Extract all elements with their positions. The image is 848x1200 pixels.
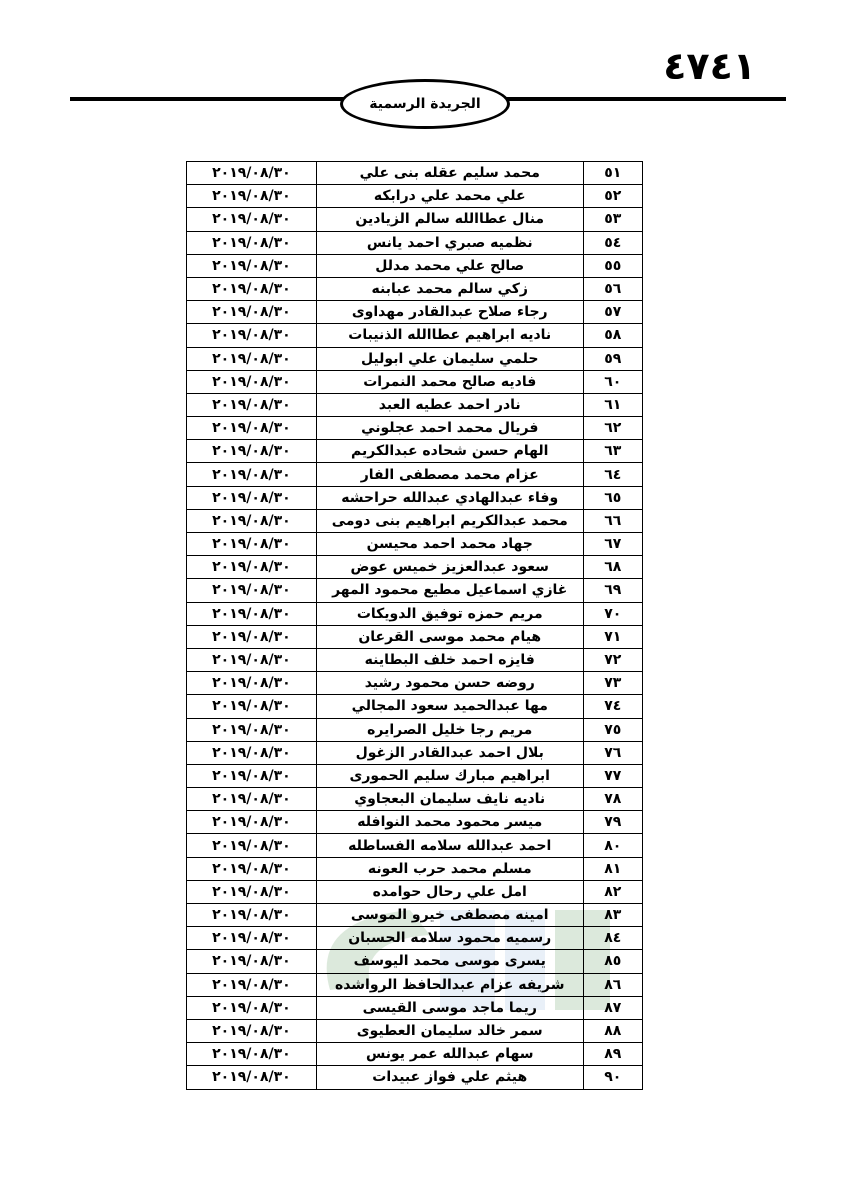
- date-cell: ٢٠١٩/٠٨/٣٠: [187, 857, 317, 880]
- table-row: [187, 579, 643, 602]
- table-row: [187, 231, 643, 254]
- person-name: حلمي سليمان علي ابوليل: [316, 347, 583, 370]
- table-row: [187, 486, 643, 509]
- person-name: محمد عبدالكريم ابراهيم بنى دومى: [316, 509, 583, 532]
- row-number: ٧٨: [583, 788, 642, 811]
- date-cell: ٢٠١٩/٠٨/٣٠: [187, 904, 317, 927]
- person-name: منال عطاالله سالم الزيادين: [316, 208, 583, 231]
- person-name: روضه حسن محمود رشيد: [316, 672, 583, 695]
- row-number: ٧٦: [583, 741, 642, 764]
- row-number: ٧٣: [583, 672, 642, 695]
- date-cell: ٢٠١٩/٠٨/٣٠: [187, 880, 317, 903]
- date-cell: ٢٠١٩/٠٨/٣٠: [187, 417, 317, 440]
- table-row: [187, 440, 643, 463]
- date-cell: ٢٠١٩/٠٨/٣٠: [187, 440, 317, 463]
- table-row: [187, 834, 643, 857]
- row-number: ٦١: [583, 393, 642, 416]
- date-cell: ٢٠١٩/٠٨/٣٠: [187, 718, 317, 741]
- date-cell: ٢٠١٩/٠٨/٣٠: [187, 162, 317, 185]
- date-cell: ٢٠١٩/٠٨/٣٠: [187, 1066, 317, 1089]
- person-name: ريما ماجد موسى القيسى: [316, 996, 583, 1019]
- date-cell: ٢٠١٩/٠٨/٣٠: [187, 973, 317, 996]
- table-row: [187, 324, 643, 347]
- date-cell: ٢٠١٩/٠٨/٣٠: [187, 741, 317, 764]
- row-number: ٨٨: [583, 1019, 642, 1042]
- person-name: سمر خالد سليمان العطيوى: [316, 1019, 583, 1042]
- date-cell: ٢٠١٩/٠٨/٣٠: [187, 788, 317, 811]
- person-name: مريم حمزه توفيق الدويكات: [316, 602, 583, 625]
- row-number: ٦٠: [583, 370, 642, 393]
- table-row: [187, 741, 643, 764]
- row-number: ٩٠: [583, 1066, 642, 1089]
- table-row: [187, 602, 643, 625]
- date-cell: ٢٠١٩/٠٨/٣٠: [187, 695, 317, 718]
- date-cell: ٢٠١٩/٠٨/٣٠: [187, 625, 317, 648]
- table-row: [187, 463, 643, 486]
- person-name: رجاء صلاح عبدالقادر مهداوى: [316, 301, 583, 324]
- person-name: غازي اسماعيل مطيع محمود المهر: [316, 579, 583, 602]
- person-name: فريال محمد احمد عجلوني: [316, 417, 583, 440]
- date-cell: ٢٠١٩/٠٨/٣٠: [187, 556, 317, 579]
- table-row: [187, 695, 643, 718]
- row-number: ٨٢: [583, 880, 642, 903]
- table-row: [187, 185, 643, 208]
- names-table: [186, 161, 643, 1090]
- row-number: ٧١: [583, 625, 642, 648]
- row-number: ٥٣: [583, 208, 642, 231]
- person-name: سعود عبدالعزيز خميس عوض: [316, 556, 583, 579]
- row-number: ٦٣: [583, 440, 642, 463]
- person-name: يسرى موسى محمد اليوسف: [316, 950, 583, 973]
- person-name: سهام عبدالله عمر يونس: [316, 1043, 583, 1066]
- table-row: [187, 417, 643, 440]
- row-number: ٦٦: [583, 509, 642, 532]
- person-name: علي محمد علي درابكه: [316, 185, 583, 208]
- date-cell: ٢٠١٩/٠٨/٣٠: [187, 764, 317, 787]
- person-name: نادر احمد عطيه العبد: [316, 393, 583, 416]
- person-name: احمد عبدالله سلامه الفساطله: [316, 834, 583, 857]
- table-row: [187, 811, 643, 834]
- table-row: [187, 347, 643, 370]
- row-number: ٥٢: [583, 185, 642, 208]
- person-name: رسميه محمود سلامه الحسبان: [316, 927, 583, 950]
- date-cell: ٢٠١٩/٠٨/٣٠: [187, 579, 317, 602]
- table-row: [187, 301, 643, 324]
- date-cell: ٢٠١٩/٠٨/٣٠: [187, 370, 317, 393]
- person-name: عزام محمد مصطفى الفار: [316, 463, 583, 486]
- row-number: ٦٤: [583, 463, 642, 486]
- person-name: ناديه نايف سليمان البعجاوي: [316, 788, 583, 811]
- row-number: ٥٧: [583, 301, 642, 324]
- date-cell: ٢٠١٩/٠٨/٣٠: [187, 393, 317, 416]
- person-name: محمد سليم عقله بنى علي: [316, 162, 583, 185]
- table-row: [187, 857, 643, 880]
- date-cell: ٢٠١٩/٠٨/٣٠: [187, 277, 317, 300]
- person-name: ناديه ابراهيم عطاالله الذنيبات: [316, 324, 583, 347]
- row-number: ٥٦: [583, 277, 642, 300]
- date-cell: ٢٠١٩/٠٨/٣٠: [187, 927, 317, 950]
- row-number: ٨٩: [583, 1043, 642, 1066]
- row-number: ٨٤: [583, 927, 642, 950]
- person-name: زكي سالم محمد عبابنه: [316, 277, 583, 300]
- row-number: ٥٥: [583, 254, 642, 277]
- row-number: ٦٧: [583, 533, 642, 556]
- table-row: [187, 718, 643, 741]
- person-name: مها عبدالحميد سعود المجالي: [316, 695, 583, 718]
- table-row: [187, 672, 643, 695]
- person-name: امل علي رحال حوامده: [316, 880, 583, 903]
- date-cell: ٢٠١٩/٠٨/٣٠: [187, 834, 317, 857]
- date-cell: ٢٠١٩/٠٨/٣٠: [187, 486, 317, 509]
- table-row: [187, 973, 643, 996]
- table-row: [187, 1019, 643, 1042]
- person-name: وفاء عبدالهادي عبدالله حراحشه: [316, 486, 583, 509]
- date-cell: ٢٠١٩/٠٨/٣٠: [187, 672, 317, 695]
- date-cell: ٢٠١٩/٠٨/٣٠: [187, 347, 317, 370]
- table-row: [187, 648, 643, 671]
- publication-title-oval: [340, 79, 510, 129]
- table-row: [187, 277, 643, 300]
- table-row: [187, 533, 643, 556]
- table-row: [187, 788, 643, 811]
- date-cell: ٢٠١٩/٠٨/٣٠: [187, 1019, 317, 1042]
- row-number: ٦٨: [583, 556, 642, 579]
- person-name: شريفه عزام عبدالحافظ الرواشده: [316, 973, 583, 996]
- person-name: امينه مصطفى خيرو الموسى: [316, 904, 583, 927]
- table-row: [187, 996, 643, 1019]
- date-cell: ٢٠١٩/٠٨/٣٠: [187, 324, 317, 347]
- row-number: ٧٩: [583, 811, 642, 834]
- person-name: نظميه صبري احمد يانس: [316, 231, 583, 254]
- page-number: ٤٧٤١: [663, 44, 756, 88]
- table-row: [187, 254, 643, 277]
- table-row: [187, 880, 643, 903]
- table-row: [187, 393, 643, 416]
- date-cell: ٢٠١٩/٠٨/٣٠: [187, 1043, 317, 1066]
- row-number: ٨٧: [583, 996, 642, 1019]
- person-name: الهام حسن شحاده عبدالكريم: [316, 440, 583, 463]
- date-cell: ٢٠١٩/٠٨/٣٠: [187, 301, 317, 324]
- row-number: ٦٢: [583, 417, 642, 440]
- row-number: ٥٩: [583, 347, 642, 370]
- row-number: ٨١: [583, 857, 642, 880]
- person-name: ميسر محمود محمد النوافله: [316, 811, 583, 834]
- date-cell: ٢٠١٩/٠٨/٣٠: [187, 185, 317, 208]
- date-cell: ٢٠١٩/٠٨/٣٠: [187, 231, 317, 254]
- table-row: [187, 927, 643, 950]
- person-name: فايزه احمد خلف البطاينه: [316, 648, 583, 671]
- date-cell: ٢٠١٩/٠٨/٣٠: [187, 254, 317, 277]
- date-cell: ٢٠١٩/٠٨/٣٠: [187, 463, 317, 486]
- person-name: هيثم علي فواز عبيدات: [316, 1066, 583, 1089]
- date-cell: ٢٠١٩/٠٨/٣٠: [187, 533, 317, 556]
- table-row: [187, 556, 643, 579]
- row-number: ٥٤: [583, 231, 642, 254]
- row-number: ٧٠: [583, 602, 642, 625]
- table-row: [187, 1043, 643, 1066]
- person-name: هيام محمد موسى القرعان: [316, 625, 583, 648]
- person-name: بلال احمد عبدالقادر الزغول: [316, 741, 583, 764]
- row-number: ٨٠: [583, 834, 642, 857]
- row-number: ٦٥: [583, 486, 642, 509]
- row-number: ٦٩: [583, 579, 642, 602]
- table-row: [187, 1066, 643, 1089]
- person-name: صالح علي محمد مدلل: [316, 254, 583, 277]
- row-number: ٥١: [583, 162, 642, 185]
- date-cell: ٢٠١٩/٠٨/٣٠: [187, 509, 317, 532]
- table-row: [187, 162, 643, 185]
- date-cell: ٢٠١٩/٠٨/٣٠: [187, 648, 317, 671]
- row-number: ٧٥: [583, 718, 642, 741]
- date-cell: ٢٠١٩/٠٨/٣٠: [187, 602, 317, 625]
- row-number: ٧٤: [583, 695, 642, 718]
- table-row: [187, 370, 643, 393]
- table-row: [187, 764, 643, 787]
- row-number: ٨٦: [583, 973, 642, 996]
- row-number: ٧٢: [583, 648, 642, 671]
- person-name: مسلم محمد حرب العونه: [316, 857, 583, 880]
- person-name: جهاد محمد احمد محيسن: [316, 533, 583, 556]
- row-number: ٨٥: [583, 950, 642, 973]
- person-name: فاديه صالح محمد النمرات: [316, 370, 583, 393]
- row-number: ٨٣: [583, 904, 642, 927]
- date-cell: ٢٠١٩/٠٨/٣٠: [187, 996, 317, 1019]
- table-row: [187, 509, 643, 532]
- table-row: [187, 950, 643, 973]
- row-number: ٧٧: [583, 764, 642, 787]
- person-name: ابراهيم مبارك سليم الحمورى: [316, 764, 583, 787]
- date-cell: ٢٠١٩/٠٨/٣٠: [187, 811, 317, 834]
- person-name: مريم رجا خليل الصرايره: [316, 718, 583, 741]
- table-row: [187, 208, 643, 231]
- table-row: [187, 904, 643, 927]
- date-cell: ٢٠١٩/٠٨/٣٠: [187, 950, 317, 973]
- publication-title: الجريدة الرسمية: [369, 96, 481, 112]
- row-number: ٥٨: [583, 324, 642, 347]
- table-row: [187, 625, 643, 648]
- date-cell: ٢٠١٩/٠٨/٣٠: [187, 208, 317, 231]
